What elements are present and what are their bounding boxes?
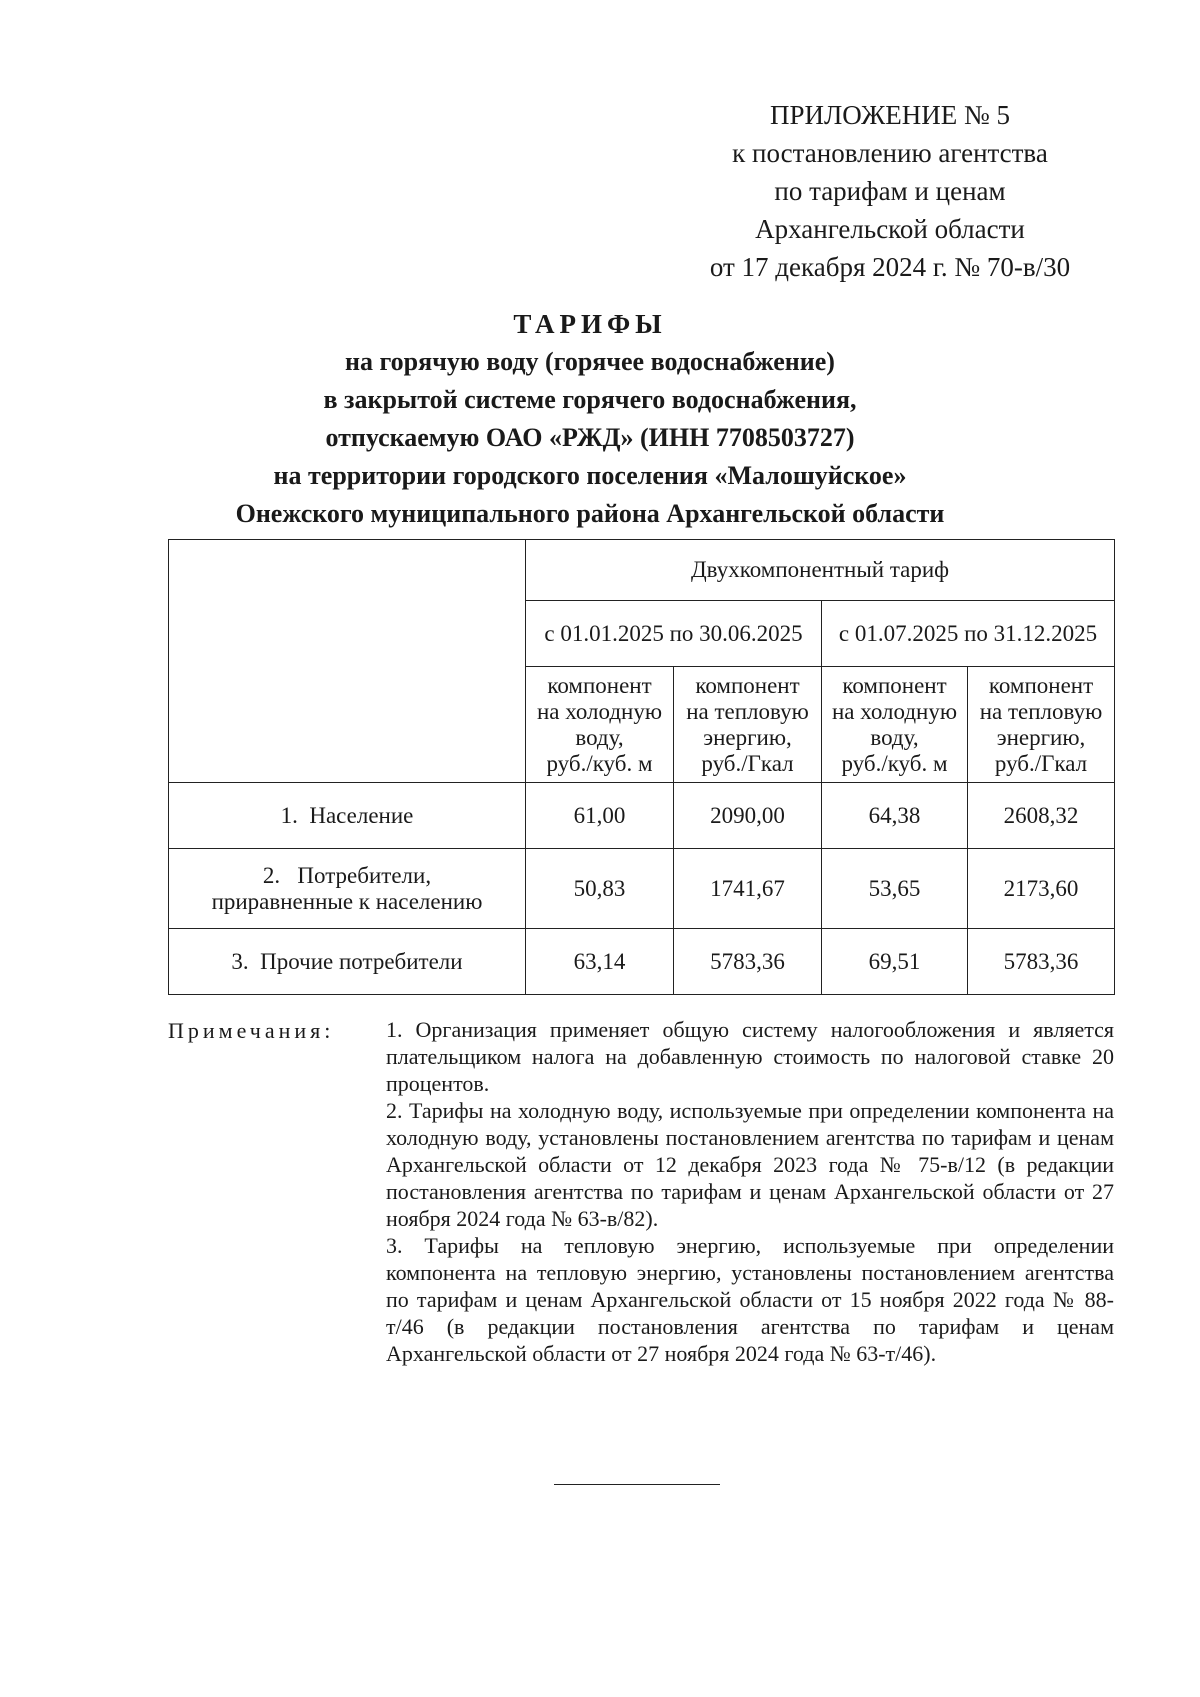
- table-cell: 1741,67: [674, 849, 822, 929]
- table-cell: 5783,36: [674, 929, 822, 995]
- title-line-2: в закрытой системе горячего водоснабжения,: [323, 385, 857, 414]
- header-period-2: с 01.07.2025 по 31.12.2025: [822, 601, 1115, 667]
- notes-label: Примечания:: [168, 1018, 335, 1043]
- notes-list: [386, 1016, 1114, 1367]
- appendix-line-2: к постановлению агентства: [732, 138, 1048, 168]
- table-header-row: [169, 540, 1115, 601]
- table-cell: 2173,60: [968, 849, 1115, 929]
- title-line-4: на территории городского поселения «Малошуйское»: [273, 461, 907, 490]
- header-main: Двухкомпонентный тариф: [526, 540, 1115, 601]
- header-component-cold-1: компонент на холодную воду, руб./куб. м: [526, 667, 674, 783]
- empty-corner-cell: [169, 540, 526, 783]
- appendix-line-4: Архангельской области: [755, 214, 1025, 244]
- appendix-heading: [690, 96, 1090, 286]
- table-cell: 50,83: [526, 849, 674, 929]
- tariff-table: [168, 539, 1115, 995]
- note-item-1: 1. Организация применяет общую систему налогообложения и является плательщиком налога на добавленную стоимость по налоговой ставке 20 процентов.: [386, 1017, 1114, 1096]
- title-line-1: на горячую воду (горячее водоснабжение): [345, 347, 835, 376]
- table-cell: 2608,32: [968, 783, 1115, 849]
- header-component-heat-1: компонент на тепловую энергию, руб./Гкал: [674, 667, 822, 783]
- table-cell: 64,38: [822, 783, 968, 849]
- appendix-number: ПРИЛОЖЕНИЕ № 5: [769, 100, 1011, 130]
- row-label: 2. Потребители, приравненные к населению: [169, 849, 526, 929]
- table-cell: 61,00: [526, 783, 674, 849]
- title-word: ТАРИФЫ: [513, 309, 667, 339]
- title-line-3: отпускаемую ОАО «РЖД» (ИНН 7708503727): [325, 423, 855, 452]
- header-component-cold-2: компонент на холодную воду, руб./куб. м: [822, 667, 968, 783]
- table-cell: 63,14: [526, 929, 674, 995]
- table-row: [169, 783, 1115, 849]
- end-divider: [554, 1484, 720, 1485]
- document-title: [180, 305, 1000, 533]
- note-item-2: 2. Тарифы на холодную воду, используемые при определении компонента на холодную воду, установлены постановлением агентства по тарифам и ценам Архангельской области от 12 декабря 2023 года № 75-в/12 (в редакции постановления агентства по тарифам и ценам Архангельской области от 27 ноября 2024 года № 63-в/82).: [386, 1098, 1114, 1231]
- row-label: 3. Прочие потребители: [169, 929, 526, 995]
- table-row: [169, 929, 1115, 995]
- header-period-1: с 01.01.2025 по 30.06.2025: [526, 601, 822, 667]
- appendix-date: от 17 декабря 2024 г. № 70-в/30: [709, 252, 1071, 282]
- note-item-3: 3. Тарифы на тепловую энергию, используемые при определении компонента на тепловую энергию, установлены постановлением агентства по тарифам и ценам Архангельской области от 15 ноября 2022 года № 88-т/46 (в редакции постановления агентства по тарифам и ценам Архангельской области от 27 ноября 2024 года № 63-т/46).: [386, 1233, 1114, 1366]
- appendix-line-3: по тарифам и ценам: [774, 176, 1006, 206]
- table-cell: 53,65: [822, 849, 968, 929]
- table-row: [169, 849, 1115, 929]
- table-cell: 5783,36: [968, 929, 1115, 995]
- table-cell: 2090,00: [674, 783, 822, 849]
- table-cell: 69,51: [822, 929, 968, 995]
- header-component-heat-2: компонент на тепловую энергию, руб./Гкал: [968, 667, 1115, 783]
- row-label: 1. Население: [169, 783, 526, 849]
- title-line-5: Онежского муниципального района Архангельской области: [235, 499, 945, 528]
